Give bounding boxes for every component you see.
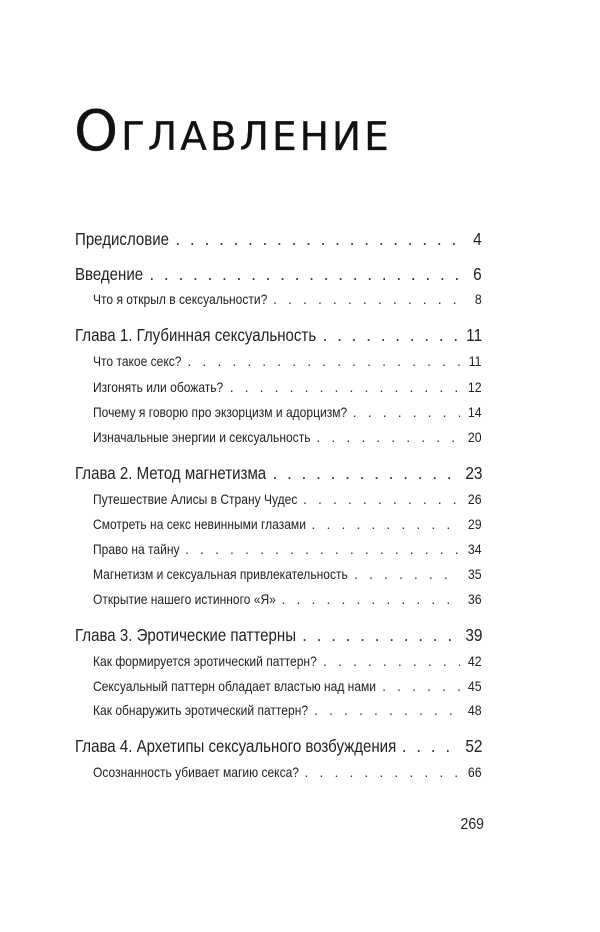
toc-entry-page: 42 — [468, 653, 482, 669]
toc-entry-label: Введение — [75, 264, 144, 284]
dot-leader — [312, 516, 461, 532]
toc-entry-label: Как обнаружить эротический паттерн? — [93, 702, 309, 718]
dot-leader — [272, 463, 456, 484]
toc-subentry[interactable] — [93, 353, 482, 369]
toc-entry-page: 4 — [473, 229, 482, 249]
dot-leader — [187, 353, 461, 369]
page-number: 269 — [460, 816, 484, 833]
toc-entry-label: Что такое секс? — [93, 353, 182, 369]
dot-leader — [185, 541, 460, 557]
toc-entry[interactable] — [75, 463, 482, 484]
dot-leader — [303, 491, 460, 507]
dot-leader — [402, 736, 457, 757]
page-title: Оглавление — [74, 99, 392, 164]
toc-subentry[interactable] — [93, 516, 482, 532]
dot-leader — [282, 591, 461, 607]
toc-subentry[interactable] — [93, 653, 482, 669]
toc-entry-page: 34 — [468, 541, 482, 557]
toc-entry[interactable] — [75, 229, 482, 250]
dot-leader — [273, 291, 468, 307]
toc-subentry[interactable] — [93, 591, 482, 607]
toc-entry-page: 52 — [464, 736, 482, 756]
toc-entry-label: Изгонять или обожать? — [93, 379, 224, 395]
toc-subentry[interactable] — [93, 702, 482, 718]
dot-leader — [316, 429, 460, 445]
toc-entry-page: 26 — [468, 491, 482, 507]
dot-leader — [323, 653, 460, 669]
toc-entry-label: Глава 4. Архетипы сексуального возбуждения — [75, 736, 397, 756]
toc-entry-page: 29 — [468, 516, 482, 532]
dot-leader — [353, 404, 461, 420]
toc-entry[interactable] — [75, 264, 482, 285]
toc-entry-page: 23 — [464, 463, 482, 483]
dot-leader — [230, 379, 461, 395]
toc-entry-page: 11 — [469, 353, 482, 369]
toc-entry-label: Смотреть на секс невинными глазами — [93, 516, 306, 532]
dot-leader — [323, 325, 458, 346]
toc-entry-label: Глава 1. Глубинная сексуальность — [75, 325, 317, 345]
toc-entry-page: 35 — [468, 566, 482, 582]
toc-subentry[interactable] — [93, 566, 482, 582]
toc-entry-page: 12 — [468, 379, 482, 395]
dot-leader — [175, 229, 466, 250]
dot-leader — [314, 702, 460, 718]
toc-entry-page: 6 — [473, 264, 482, 284]
toc-entry-page: 36 — [468, 591, 482, 607]
toc-subentry[interactable] — [93, 678, 482, 694]
toc-subentry[interactable] — [93, 541, 482, 557]
toc-entry-page: 48 — [468, 702, 482, 718]
toc-entry-page: 66 — [468, 764, 482, 780]
dot-leader — [302, 625, 456, 646]
toc-entry-label: Изначальные энергии и сексуальность — [93, 429, 311, 445]
toc-entry-label: Предисловие — [75, 229, 170, 249]
dot-leader — [354, 566, 460, 582]
toc-subentry[interactable] — [93, 491, 482, 507]
toc-entry-label: Открытие нашего истинного «Я» — [93, 591, 276, 607]
toc-entry-label: Осознанность убивает магию секса? — [93, 764, 299, 780]
toc-subentry[interactable] — [93, 291, 482, 307]
toc-subentry[interactable] — [93, 764, 482, 780]
dot-leader — [149, 264, 466, 285]
toc-entry-page: 14 — [468, 404, 482, 420]
toc-entry-label: Почему я говорю про экзорцизм и адорцизм? — [93, 404, 348, 420]
toc-entry-label: Сексуальный паттерн обладает властью над нами — [93, 678, 377, 694]
toc-entry-page: 11 — [466, 325, 482, 345]
toc-entry[interactable] — [75, 325, 482, 346]
toc-entry-label: Магнетизм и сексуальная привлекательность — [93, 566, 348, 582]
toc-entry-label: Право на тайну — [93, 541, 180, 557]
toc-entry-label: Что я открыл в сексуальности? — [93, 291, 268, 307]
toc-subentry[interactable] — [93, 379, 482, 395]
dot-leader — [305, 764, 461, 780]
toc-entry-label: Как формируется эротический паттерн? — [93, 653, 317, 669]
toc-entry-label: Глава 3. Эротические паттерны — [75, 625, 297, 645]
toc-entry[interactable] — [75, 625, 482, 646]
toc-entry-label: Путешествие Алисы в Страну Чудес — [93, 491, 298, 507]
dot-leader — [382, 678, 460, 694]
toc-entry-page: 45 — [468, 678, 482, 694]
toc-entry[interactable] — [75, 736, 482, 757]
toc-subentry[interactable] — [93, 404, 482, 420]
toc-entry-page: 39 — [464, 625, 482, 645]
toc-entry-label: Глава 2. Метод магнетизма — [75, 463, 267, 483]
toc-entry-page: 20 — [468, 429, 482, 445]
toc-subentry[interactable] — [93, 429, 482, 445]
toc-entry-page: 8 — [475, 291, 482, 307]
